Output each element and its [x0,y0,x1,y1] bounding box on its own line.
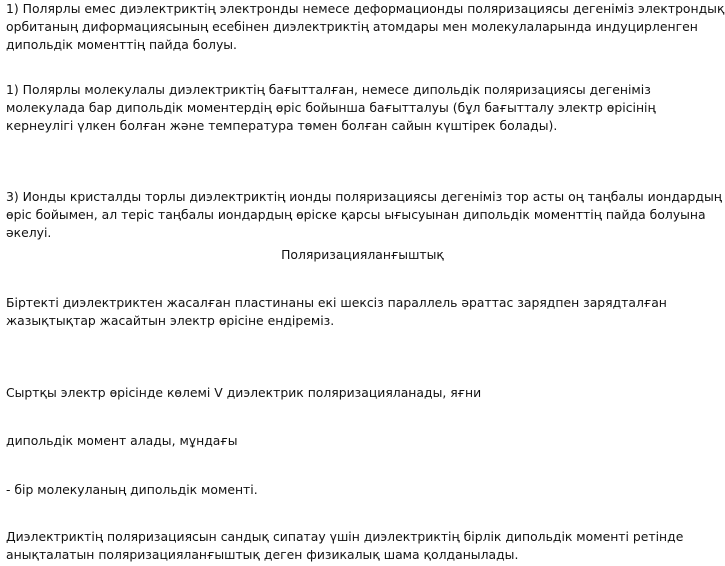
section-heading: Поляризацияланғыштық [281,247,444,262]
text-line: Біртекті диэлектриктен жасалған пластинаны екі шексіз параллель әраттас зарядпен зарядталған [6,295,667,310]
text-line: өріс бойымен, ал теріс таңбалы иондардың өріске қарсы ығысуынан дипольдік моменттің пайда болуына [6,207,706,222]
text-line: 1) Полярлы емес диэлектриктің электронды немесе деформационды поляризациясы дегеніміз электрондық [6,1,725,16]
paragraph-external-field [6,384,718,402]
text-line: молекулада бар дипольдік моментердің өріс бойынша бағытталуы (бұл бағытталу электр өрісінің [6,100,656,115]
paragraph-plate-in-field [6,294,718,330]
text-line: Диэлектриктің поляризациясын сандық сипатау үшін диэлектриктің бірлік дипольдік моменті ретінде [6,529,684,544]
paragraph-molecule-moment [6,481,718,499]
paragraph-polarizability [6,528,718,564]
text-line: дипольдік моменттің пайда болуы. [6,37,237,52]
text-line: әкелуі. [6,225,52,240]
text-line: - бір молекуланың дипольдік моменті. [6,482,258,497]
text-line: Сыртқы электр өрісінде көлемі V диэлектрик поляризацияланады, яғни [6,385,482,400]
text-line: орбитаның диформациясының есебінен диэлектриктің атомдары мен молекулаларында индуцирленген [6,19,698,34]
paragraph-electronic-polarization [6,0,725,54]
text-line: дипольдік момент алады, мұндағы [6,433,238,448]
text-line: кернеулігі үлкен болған және температура төмен болған сайын күштірек болады). [6,118,558,133]
text-line: жазықтықтар жасайтын электр өрісіне ендіреміз. [6,313,335,328]
text-line: 3) Ионды кристалды торлы диэлектриктің ионды поляризациясы дегеніміз тор асты оң таңбалы иондардың [6,189,722,204]
paragraph-dipole-polarization [6,81,718,135]
paragraph-dipole-moment [6,432,718,450]
paragraph-ionic-polarization [6,188,722,242]
text-line: анықталатын поляризацияланғыштық деген физикалық шама қолданылады. [6,547,519,562]
text-line: 1) Полярлы молекулалы диэлектриктің бағытталған, немесе дипольдік поляризациясы дегеніміз [6,82,651,97]
